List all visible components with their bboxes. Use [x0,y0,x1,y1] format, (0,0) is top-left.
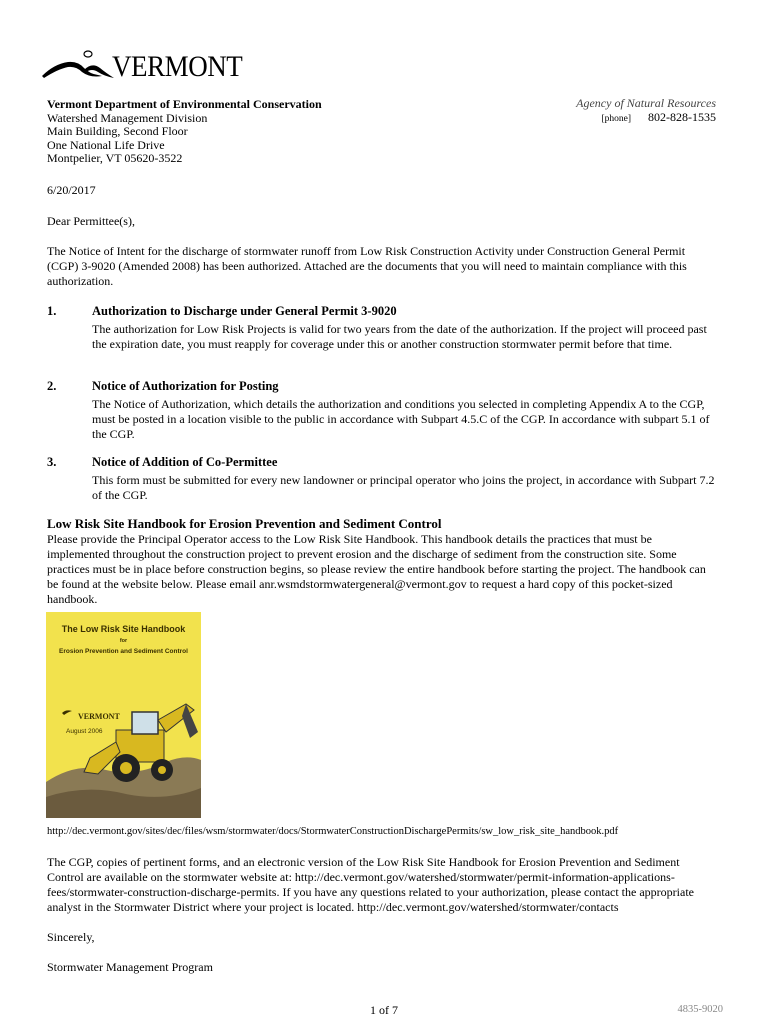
mountain-logo-icon [40,48,120,88]
cover-title: The Low Risk Site Handbook [61,624,186,634]
street-line: One National Life Drive [47,137,165,152]
cover-date: August 2006 [66,728,103,735]
item-title: Notice of Addition of Co-Permittee [92,455,278,469]
list-item [47,455,717,505]
handbook-cover-image [46,612,201,818]
item-body: This form must be submitted for every new landowner or principal operator who joins the project, in accordance with Subpart 7.2 of the CGP. [92,473,715,502]
cover-for: for [119,638,128,644]
division-name: Watershed Management Division [47,110,208,125]
signature: Stormwater Management Program [47,960,213,974]
intro-paragraph: The Notice of Intent for the discharge of stormwater runoff from Low Risk Construction Activity under Construction General Permit (CGP) 3-9020 (Amended 2008) has been authorized. Attached are the documents that you will need to maintain compliance with this authorization. [47,244,687,288]
item-body: The authorization for Low Risk Projects is valid for two years from the date of the authorization. If the project will proceed past the expiration date, you must reapply for coverage under this or another construction stormwater permit before that time. [92,322,707,351]
item-number: 3. [47,455,57,469]
agency-block [576,96,716,126]
list-item [47,304,717,368]
city-line: Montpelier, VT 05620-3522 [47,151,183,165]
phone-number: 802-828-1535 [648,110,716,124]
vermont-wordmark: VERMONT [112,50,243,83]
page-number: 1 of 7 [370,1003,398,1017]
letter-date: 6/20/2017 [47,183,96,197]
handbook-paragraph: Please provide the Principal Operator access to the Low Risk Site Handbook. This handbook details the practices that must be implemented throughout the construction project to prevent erosion and the discharge of sediment from the construction site. Some practices must be in place before construction begins, so please review the entire handbook before starting the project. The handbook can be found at the website below. Please email anr.wsmdstormwatergeneral@vermont.gov to request a hard copy of this pocket-sized handbook. [47,532,706,606]
closing-paragraph: The CGP, copies of pertinent forms, and an electronic version of the Low Risk Site Handbook for Erosion Prevention and Sediment Control are available on the stormwater website at: http://dec.vermont.gov/watershed/stormwater/permit-information-applications-fees/stormwater-construction-discharge-permits. If you have any questions related to your authorization, please contact the appropriate analyst in the Stormwater District where your project is located. http://dec.vermont.gov/watershed/stormwater/contacts [47,855,694,914]
agency-name: Agency of Natural Resources [576,96,716,110]
sender-address [47,98,322,166]
backhoe-illustration-icon [46,612,201,818]
item-title: Authorization to Discharge under General Permit 3-9020 [92,304,397,318]
form-code: 4835-9020 [677,1004,723,1015]
handbook-url-link[interactable]: http://dec.vermont.gov/sites/dec/files/wsm/stormwater/docs/StormwaterConstructionDischargePermits/sw_low_risk_site_handbook.pdf [47,826,619,837]
handbook-heading: Low Risk Site Handbook for Erosion Prevention and Sediment Control [47,516,442,531]
signoff: Sincerely, [47,930,95,944]
vermont-logo [40,48,243,88]
item-body: The Notice of Authorization, which details the authorization and conditions you selected in completing Appendix A to the CGP, must be posted in a location visible to the public in accordance with Subpart 4.5.C of the CGP. In accordance with subpart 5.1 of the CGP. [92,397,710,441]
building-line: Main Building, Second Floor [47,124,188,138]
cover-subtitle: Erosion Prevention and Sediment Control [59,648,188,655]
item-title: Notice of Authorization for Posting [92,379,279,393]
salutation: Dear Permittee(s), [47,214,135,228]
item-number: 1. [47,304,57,318]
cover-vermont: VERMONT [78,712,120,721]
item-number: 2. [47,379,57,393]
department-name: Vermont Department of Environmental Conservation [47,97,322,111]
phone-label: [phone] [601,114,631,124]
list-item [47,379,717,443]
